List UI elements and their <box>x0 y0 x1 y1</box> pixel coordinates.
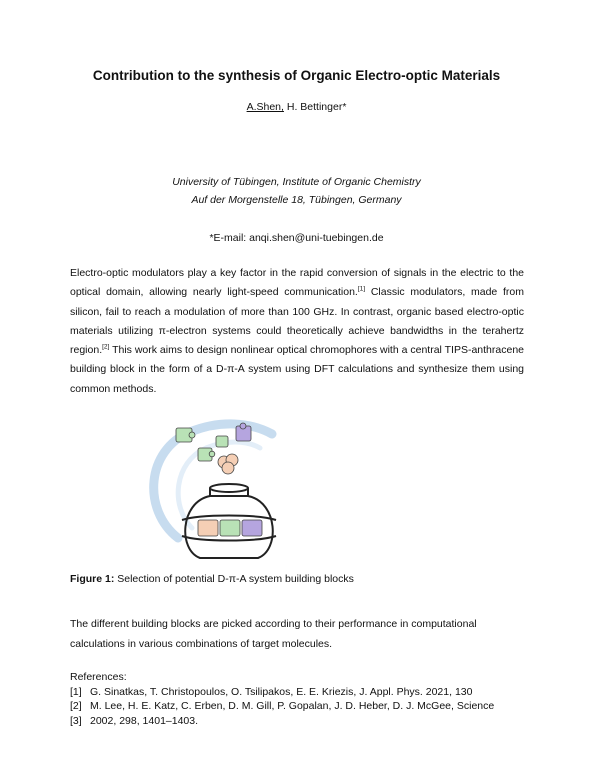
puzzle-piece-green-mid <box>198 448 215 461</box>
citation-1: [1] <box>357 285 366 293</box>
building-blocks-drawing <box>140 410 290 565</box>
references-heading: References: <box>70 671 127 683</box>
puzzle-piece-peach-flower <box>218 454 238 474</box>
reference-text: M. Lee, H. E. Katz, C. Erben, D. M. Gill, P. Gopalan, J. D. Heber, D. J. McGee, Science <box>90 700 495 712</box>
affiliation-line-1: University of Tübingen, Institute of Organic Chemistry <box>172 176 421 188</box>
paper-title: Contribution to the synthesis of Organic Electro-optic Materials <box>92 68 501 83</box>
abstract-text-3: This work aims to design nonlinear optical chromophores with a central TIPS-anthracene building block in the form of a D-π-A system using DFT calculations and synthesize them using common methods. <box>70 344 524 395</box>
contact-email: *E-mail: anqi.shen@uni-tuebingen.de <box>209 232 384 244</box>
figure-1-illustration <box>140 410 290 565</box>
reference-text: G. Sinatkas, T. Christopoulos, O. Tsilipakos, E. E. Kriezis, J. Appl. Phys. 2021, 130 <box>90 685 473 698</box>
citation-2: [2] <box>102 343 110 351</box>
co-authors: H. Bettinger* <box>283 101 347 113</box>
figure-label: Figure 1: <box>70 573 115 585</box>
reference-item <box>70 714 494 729</box>
puzzle-piece-green-top <box>176 428 195 442</box>
second-paragraph: The different building blocks are picked according to their performance in computational calculations in various combinations of target molecules. <box>70 618 477 650</box>
puzzle-piece-green-small <box>216 436 228 447</box>
author-line <box>0 101 593 113</box>
presenting-author: A.Shen, <box>246 101 284 113</box>
affiliation-line-2: Auf der Morgenstelle 18, Tübingen, Germany <box>191 194 402 206</box>
reference-item <box>70 685 494 700</box>
reference-number: [3] <box>70 714 82 727</box>
puzzle-piece-purple <box>236 423 251 441</box>
reference-number: [2] <box>70 700 82 712</box>
reference-text: 2002, 298, 1401–1403. <box>90 714 199 727</box>
figure-caption-text: Selection of potential D-π-A system building blocks <box>114 573 354 585</box>
abstract-paragraph <box>70 264 524 399</box>
reference-number: [1] <box>70 685 82 698</box>
reference-item <box>70 699 494 714</box>
figure-1-caption <box>70 573 354 585</box>
abstract-text-2: Classic modulators, made from silicon, fail to reach a modulation of more than 100 GHz. In contrast, organic based electro-optic materials utilizing π-electron systems could theoretically achieve bandwidths in the terahertz region. <box>70 286 524 357</box>
puzzle-chain-in-vessel <box>198 520 262 536</box>
abstract-text-1: Electro-optic modulators play a key factor in the rapid conversion of signals in the electric to the optical domain, allowing nearly light-speed communication. <box>70 267 524 299</box>
references-section <box>70 670 494 728</box>
